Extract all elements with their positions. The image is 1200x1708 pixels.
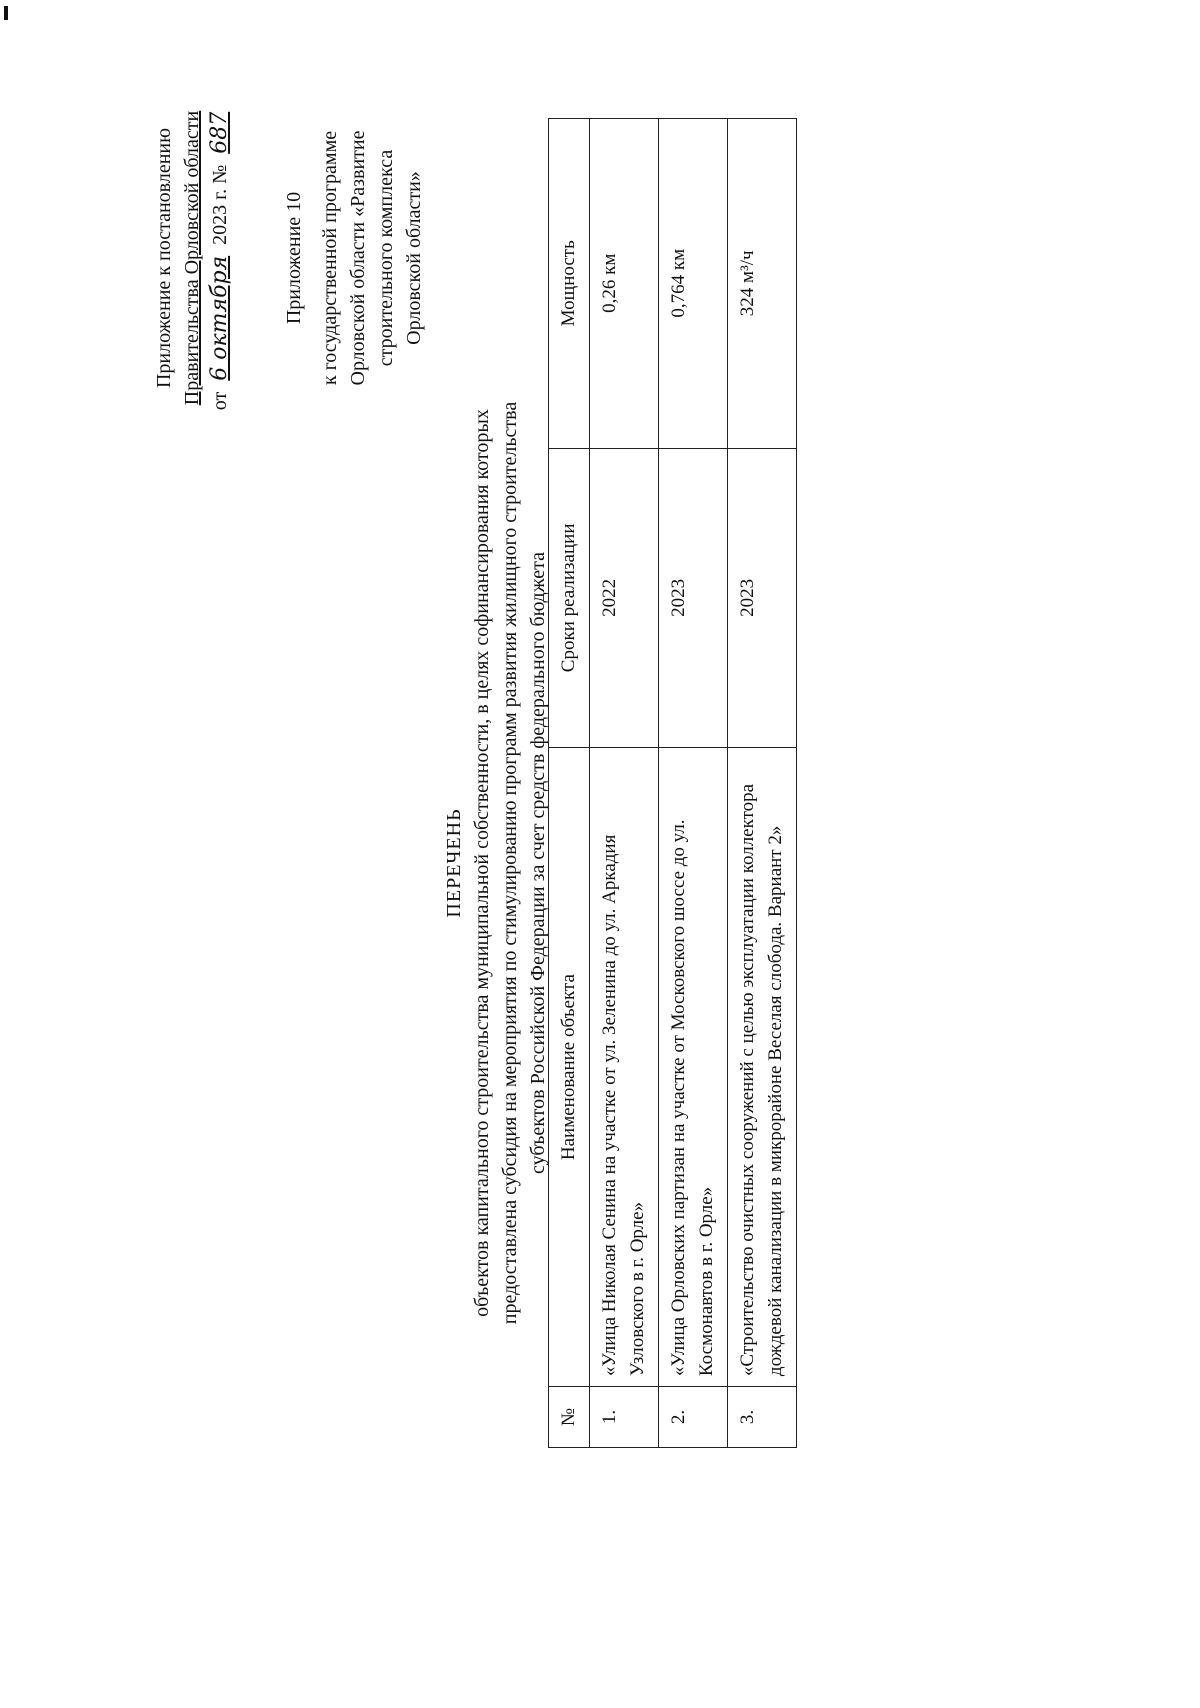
header-capacity: Мощность <box>549 119 590 449</box>
row-capacity: 0,26 км <box>590 119 659 449</box>
table-row <box>659 119 728 1448</box>
heading-line-2: предоставлена субсидия на мероприятия по стимулированию программ развития жилищного строительства <box>499 401 521 1325</box>
heading-line-3: субъектов Российской Федерации за счет средств федерального бюджета <box>527 551 549 1175</box>
header-number: № <box>549 1387 590 1448</box>
scan-edge-mark <box>4 6 8 20</box>
appendix-line-4: Орловской области» <box>403 171 425 345</box>
appendix-line-2: Орловской области «Развитие <box>347 130 369 386</box>
table-header-row <box>549 119 590 1448</box>
table-row <box>728 119 797 1448</box>
appendix-line-1: к государственной программе <box>319 130 341 386</box>
row-object-name: «Улица Орловских партизан на участке от Московского шоссе до ул. Космонавтов в г. Орле» <box>659 748 728 1387</box>
row-term: 2022 <box>590 448 659 748</box>
row-object-name: «Улица Николая Сенина на участке от ул. Зеленина до ул. Аркадия Узловского в г. Орле» <box>590 748 659 1387</box>
approval-block <box>150 48 234 468</box>
approval-date-handwritten: 6 октября <box>207 255 232 381</box>
row-capacity: 0,764 км <box>659 119 728 449</box>
approval-date-prefix: от <box>209 391 231 411</box>
document-title: ПЕРЕЧЕНЬ <box>443 808 465 918</box>
row-term: 2023 <box>659 448 728 748</box>
approval-line-2: Правительства Орловской области <box>181 110 203 406</box>
header-term: Сроки реализации <box>549 448 590 748</box>
appendix-block <box>280 58 428 458</box>
objects-table-wrapper <box>548 118 797 1448</box>
appendix-title: Приложение 10 <box>283 191 305 325</box>
heading-line-1: объектов капитального строительства муниципальной собственности, в целях софинансирования которых <box>471 409 493 1317</box>
row-term: 2023 <box>728 448 797 748</box>
row-number: 1. <box>590 1387 659 1448</box>
row-number: 2. <box>659 1387 728 1448</box>
appendix-line-3: строительного комплекса <box>375 149 397 367</box>
objects-table <box>548 118 797 1448</box>
row-object-name: «Строительство очистных сооружений с целью эксплуатации коллектора дождевой канализации в микрорайоне Веселая слобода. Вариант 2» <box>728 748 797 1387</box>
table-row <box>590 119 659 1448</box>
row-capacity: 324 м³/ч <box>728 119 797 449</box>
approval-year: 2023 г. № <box>209 164 231 245</box>
header-object-name: Наименование объекта <box>549 748 590 1387</box>
approval-line-3 <box>206 48 234 468</box>
row-number: 3. <box>728 1387 797 1448</box>
approval-number-handwritten: 687 <box>207 111 232 154</box>
document-heading <box>440 118 552 1608</box>
approval-line-1: Приложение к постановлению <box>153 127 175 389</box>
